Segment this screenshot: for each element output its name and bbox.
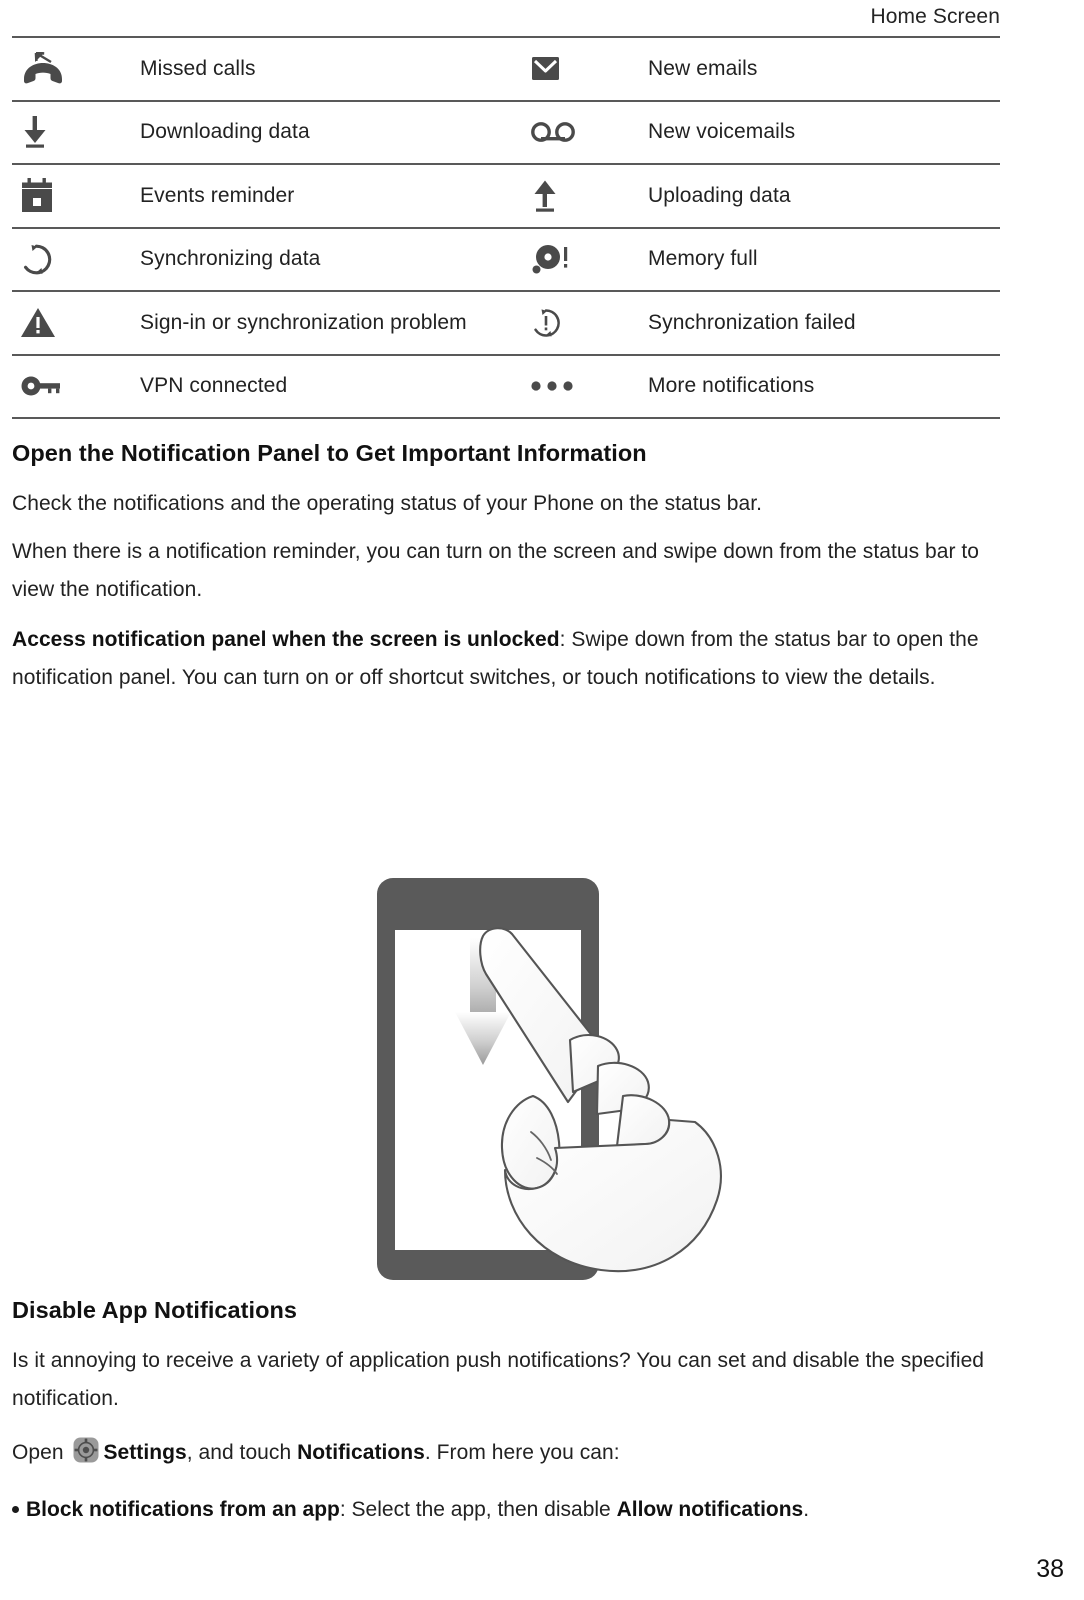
table-cell-right: [508, 229, 1000, 291]
more-dots-icon: [508, 356, 648, 418]
sync-failed-icon: [508, 292, 648, 354]
warning-triangle-icon: [12, 292, 140, 354]
swipe-down-illustration-svg: [355, 870, 775, 1280]
table-row: [12, 38, 1000, 102]
voicemail-icon: [508, 102, 648, 164]
disable-app-notifications-section: [12, 1297, 1012, 1529]
bullet-mid-text: : Select the app, then disable: [339, 1498, 617, 1521]
table-cell-label: New emails: [648, 56, 758, 80]
access-panel-rest: : Swipe down from the status bar to open the notification panel. You can turn on or off shortcut switches, or touch notifications to view the details.: [12, 628, 979, 689]
table-row: [12, 165, 1000, 229]
table-cell-left: [12, 165, 508, 227]
bullet-bold-allow-notifications: Allow notifications: [616, 1498, 804, 1521]
table-cell-label: Synchronization failed: [648, 310, 856, 334]
envelope-icon: [508, 38, 648, 100]
header-title: Home Screen: [870, 5, 1000, 28]
upload-icon: [508, 165, 648, 227]
table-row: [12, 229, 1000, 293]
table-cell-left: [12, 102, 508, 164]
table-cell-label: VPN connected: [140, 374, 288, 398]
table-cell-label: Memory full: [648, 247, 758, 271]
table-cell-left: [12, 229, 508, 291]
paragraph-open-settings: [12, 1434, 1012, 1477]
page-header: [12, 2, 1000, 36]
table-row: [12, 356, 1000, 420]
swipe-down-illustration: [355, 870, 775, 1280]
settings-label: Settings: [103, 1441, 187, 1464]
settings-icon: [72, 1436, 100, 1477]
paragraph-notification-reminder: When there is a notification reminder, you can turn on the screen and swipe down from the status bar to view the notification.: [12, 540, 980, 601]
table-cell-label: Events reminder: [140, 183, 295, 207]
table-cell-right: [508, 356, 1000, 418]
section-title-notification-panel: Open the Notification Panel to Get Important Information: [12, 440, 647, 466]
list-item: [12, 1491, 1012, 1529]
table-cell-label: Missed calls: [140, 56, 256, 80]
download-icon: [12, 102, 140, 164]
open-prefix-text: Open: [12, 1441, 64, 1464]
table-cell-right: [508, 165, 1000, 227]
open-suffix-text: . From here you can:: [424, 1441, 620, 1464]
bullet-point-icon: [12, 1506, 19, 1513]
section-title-disable-notifications: Disable App Notifications: [12, 1297, 298, 1323]
status-icon-table: [12, 38, 1000, 419]
key-icon: [12, 356, 140, 418]
sync-icon: [12, 229, 140, 291]
table-cell-label: More notifications: [648, 374, 815, 398]
memory-full-icon: [508, 229, 648, 291]
open-mid-text: , and touch: [186, 1441, 298, 1464]
table-cell-label: New voicemails: [648, 120, 796, 144]
page-number: 38: [1036, 1555, 1064, 1583]
paragraph-check-notifications: Check the notifications and the operating status of your Phone on the status bar.: [12, 492, 763, 515]
table-cell-right: [508, 38, 1000, 100]
access-panel-bold-lead: Access notification panel when the screen is unlocked: [12, 628, 560, 651]
table-cell-label: Downloading data: [140, 120, 310, 144]
table-cell-label: Sign-in or synchronization problem: [140, 310, 467, 334]
notification-panel-section: [12, 440, 1012, 709]
calendar-event-icon: [12, 165, 140, 227]
bullet-end-text: .: [803, 1498, 810, 1521]
table-row: [12, 102, 1000, 166]
table-cell-left: [12, 356, 508, 418]
missed-call-icon: [12, 38, 140, 100]
table-cell-right: [508, 292, 1000, 354]
table-cell-right: [508, 102, 1000, 164]
table-cell-left: [12, 38, 508, 100]
table-cell-label: Uploading data: [648, 183, 791, 207]
paragraph-annoying-notifications: Is it annoying to receive a variety of application push notifications? You can set and disable the specified notification.: [12, 1349, 985, 1410]
paragraph-access-panel-unlocked: [12, 621, 1012, 697]
table-cell-label: Synchronizing data: [140, 247, 321, 271]
bullet-bold-lead: Block notifications from an app: [26, 1498, 340, 1521]
table-row: [12, 292, 1000, 356]
notifications-label: Notifications: [297, 1441, 425, 1464]
table-cell-left: [12, 292, 508, 354]
